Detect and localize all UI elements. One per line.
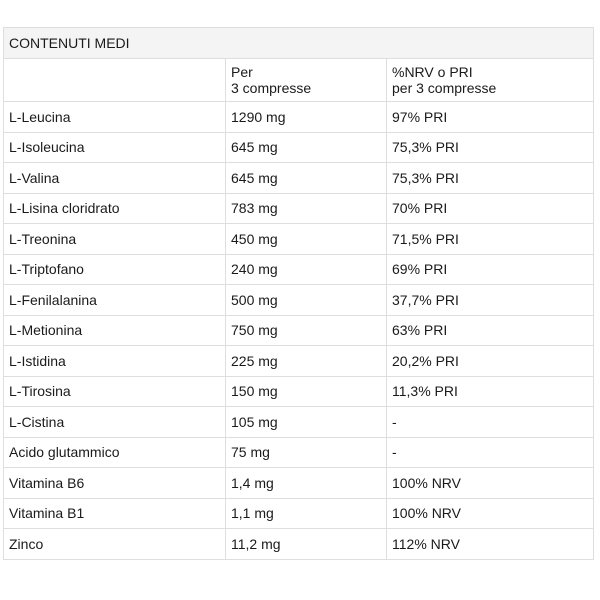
- nrv-cell: 100% NRV: [387, 498, 594, 529]
- nrv-cell: 71,5% PRI: [387, 224, 594, 255]
- nutrient-name-cell: L-Metionina: [4, 315, 226, 346]
- table-row: [4, 529, 594, 560]
- nrv-cell: 70% PRI: [387, 193, 594, 224]
- nutrient-name-cell: L-Tirosina: [4, 376, 226, 407]
- nrv-cell: 97% PRI: [387, 102, 594, 133]
- nrv-cell: 112% NRV: [387, 529, 594, 560]
- nutrient-name-cell: Zinco: [4, 529, 226, 560]
- nutrient-name-cell: L-Triptofano: [4, 254, 226, 285]
- quantity-cell: 500 mg: [226, 285, 387, 316]
- nrv-cell: 11,3% PRI: [387, 376, 594, 407]
- nutrient-name-cell: Vitamina B1: [4, 498, 226, 529]
- table-row: [4, 437, 594, 468]
- table-row: [4, 498, 594, 529]
- header-qty-line2: 3 compresse: [231, 80, 312, 96]
- nutrition-table: [3, 27, 594, 560]
- nutrient-name-cell: L-Fenilalanina: [4, 285, 226, 316]
- nrv-cell: 100% NRV: [387, 468, 594, 499]
- quantity-cell: 225 mg: [226, 346, 387, 377]
- table-row: [4, 468, 594, 499]
- nutrient-name-cell: Acido glutammico: [4, 437, 226, 468]
- nutrition-table-body: [4, 28, 594, 560]
- quantity-cell: 645 mg: [226, 132, 387, 163]
- header-nrv-line1: %NRV o PRI: [392, 64, 473, 80]
- nrv-cell: -: [387, 407, 594, 438]
- quantity-cell: 1,4 mg: [226, 468, 387, 499]
- table-title: CONTENUTI MEDI: [4, 28, 594, 59]
- table-row: [4, 193, 594, 224]
- table-header-row: [4, 59, 594, 102]
- table-row: [4, 132, 594, 163]
- header-qty-line1: Per: [231, 64, 253, 80]
- table-row: [4, 163, 594, 194]
- nutrient-name-cell: L-Cistina: [4, 407, 226, 438]
- header-qty-cell: [226, 59, 387, 102]
- nrv-cell: 20,2% PRI: [387, 346, 594, 377]
- table-row: [4, 254, 594, 285]
- nrv-cell: 37,7% PRI: [387, 285, 594, 316]
- nutrient-name-cell: L-Valina: [4, 163, 226, 194]
- header-nrv-cell: [387, 59, 594, 102]
- nrv-cell: 75,3% PRI: [387, 132, 594, 163]
- quantity-cell: 1,1 mg: [226, 498, 387, 529]
- header-name-cell: [4, 59, 226, 102]
- nutrient-name-cell: L-Isoleucina: [4, 132, 226, 163]
- nutrient-name-cell: L-Istidina: [4, 346, 226, 377]
- table-row: [4, 285, 594, 316]
- quantity-cell: 105 mg: [226, 407, 387, 438]
- nutrient-name-cell: Vitamina B6: [4, 468, 226, 499]
- quantity-cell: 11,2 mg: [226, 529, 387, 560]
- table-row: [4, 376, 594, 407]
- nutrient-name-cell: L-Treonina: [4, 224, 226, 255]
- nrv-cell: 69% PRI: [387, 254, 594, 285]
- nrv-cell: 63% PRI: [387, 315, 594, 346]
- nutrient-name-cell: L-Lisina cloridrato: [4, 193, 226, 224]
- table-row: [4, 102, 594, 133]
- nrv-cell: -: [387, 437, 594, 468]
- quantity-cell: 75 mg: [226, 437, 387, 468]
- table-row: [4, 224, 594, 255]
- quantity-cell: 150 mg: [226, 376, 387, 407]
- quantity-cell: 750 mg: [226, 315, 387, 346]
- header-nrv-line2: per 3 compresse: [392, 80, 497, 96]
- table-row: [4, 346, 594, 377]
- quantity-cell: 240 mg: [226, 254, 387, 285]
- table-row: [4, 407, 594, 438]
- quantity-cell: 450 mg: [226, 224, 387, 255]
- nrv-cell: 75,3% PRI: [387, 163, 594, 194]
- quantity-cell: 1290 mg: [226, 102, 387, 133]
- table-row: [4, 315, 594, 346]
- quantity-cell: 783 mg: [226, 193, 387, 224]
- table-title-row: [4, 28, 594, 59]
- quantity-cell: 645 mg: [226, 163, 387, 194]
- nutrient-name-cell: L-Leucina: [4, 102, 226, 133]
